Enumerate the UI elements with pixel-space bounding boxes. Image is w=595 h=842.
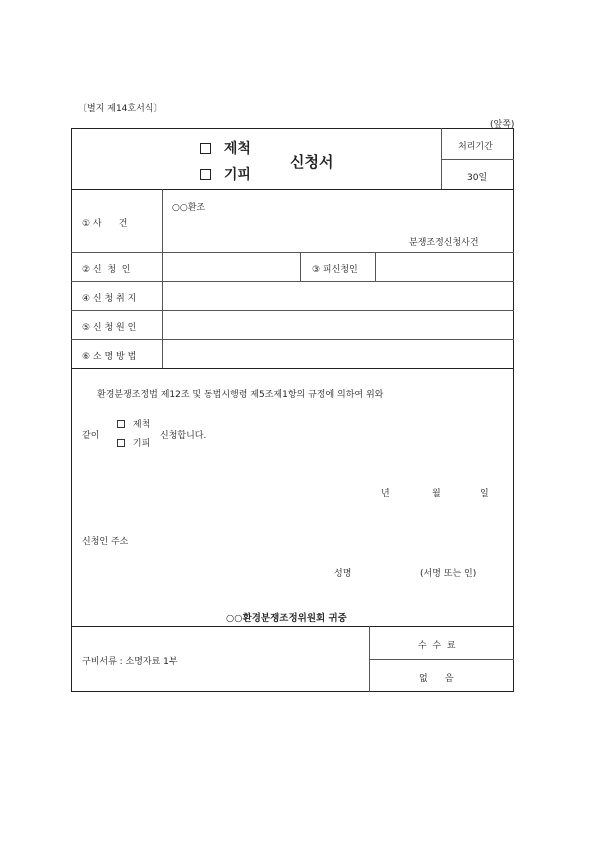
form-frame	[71, 128, 514, 692]
proof-label: ⑥ 소 명 방 법	[82, 352, 137, 362]
attachments-text: 구비서류 : 소명자료 1부	[82, 657, 178, 667]
addressee: ○○환경분쟁조정위원회 귀중	[226, 613, 347, 624]
body-option-gipi	[117, 436, 150, 449]
case-value-line2[interactable]: 분쟁조정신청사건	[409, 238, 479, 248]
case-value-line1[interactable]: ○○환조	[172, 203, 206, 213]
proof-field[interactable]	[163, 340, 513, 368]
purpose-label: ④ 신 청 취 지	[82, 294, 137, 304]
statement-prefix: 같이	[82, 431, 100, 441]
respondent-field[interactable]	[376, 253, 513, 281]
fee-value: 없 음	[419, 674, 454, 684]
checkbox-icon[interactable]	[200, 169, 211, 180]
title-option-jecheok	[200, 138, 251, 158]
processing-period-value: 30일	[467, 173, 488, 183]
form-number: 〔별지 제14호서식〕	[78, 104, 163, 114]
body-option-1-label: 제척	[132, 420, 151, 430]
checkbox-icon[interactable]	[117, 439, 125, 447]
statement-text: 환경분쟁조정법 제12조 및 동법시행령 제5조제1항의 규정에 의하여 위와	[97, 390, 384, 400]
cause-field[interactable]	[163, 311, 513, 339]
checkbox-icon[interactable]	[200, 143, 211, 154]
checkbox-icon[interactable]	[117, 420, 125, 428]
title-option-2-label: 기피	[223, 167, 251, 183]
applicant-field[interactable]	[163, 253, 300, 281]
title-option-gipi	[200, 164, 251, 184]
body-option-2-label: 기피	[132, 439, 151, 449]
case-label: ① 사 건	[82, 219, 128, 229]
respondent-label: ③ 피신청인	[312, 265, 358, 275]
statement-suffix: 신청합니다.	[160, 431, 207, 441]
cause-label: ⑤ 신 청 원 인	[82, 323, 137, 333]
body-option-jecheok	[117, 417, 150, 430]
date-month-label: 월	[432, 489, 441, 499]
front-side-label: (앞쪽)	[490, 120, 515, 130]
date-day-label: 일	[480, 489, 489, 499]
title-option-1-label: 제척	[223, 141, 251, 157]
signature-label: (서명 또는 인)	[420, 569, 477, 579]
name-label: 성명	[334, 569, 352, 579]
date-year-label: 년	[381, 489, 390, 499]
processing-period-label: 처리기간	[458, 142, 493, 152]
applicant-label: ② 신 청 인	[82, 265, 131, 275]
form-title: 신청서	[290, 153, 334, 171]
purpose-field[interactable]	[163, 282, 513, 310]
fee-label: 수 수 료	[418, 641, 456, 651]
address-label: 신청인 주소	[82, 537, 129, 547]
